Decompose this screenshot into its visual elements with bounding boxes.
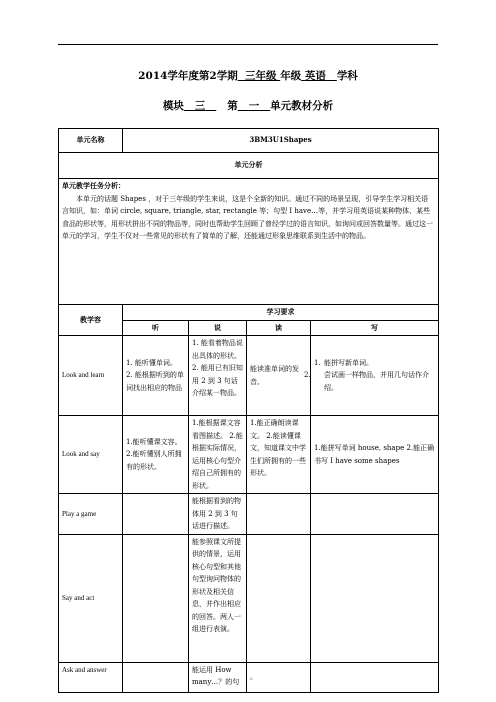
requirements-label: 学习要求 <box>123 305 439 321</box>
row-name: Look and say <box>59 416 123 494</box>
row-listen <box>123 662 189 692</box>
col-write: 写 <box>311 320 439 336</box>
subject-suffix: 学科 <box>336 70 358 82</box>
col-read: 读 <box>247 320 311 336</box>
row-speak: 1.能根据课文容看图描述。 2.能根据实际情况，运用核心句型介绍自己所拥有的形状。 <box>189 416 247 494</box>
module-value: 三 <box>194 100 206 112</box>
row-speak: 1. 能看着物品说出具体的形状。 2. 能用已有旧知用 2 到 3 句话介绍某一物品。 <box>189 336 247 416</box>
row-read <box>247 534 311 662</box>
unit-name-label: 单元名称 <box>59 129 123 153</box>
row-name: Look and learn <box>59 336 123 416</box>
module-label: 模块 <box>162 100 184 112</box>
unit-prefix: 第 <box>227 100 238 112</box>
year-suffix: 学年度第 <box>167 70 210 82</box>
unit-analysis-row <box>59 153 439 179</box>
table-row <box>59 416 439 494</box>
requirements-header-row <box>59 305 439 321</box>
task-analysis-cell <box>59 179 439 305</box>
row-read <box>247 494 311 535</box>
document-title <box>0 68 496 83</box>
unit-name-row <box>59 129 439 153</box>
header-rule <box>58 44 438 45</box>
row-listen: 1. 能听懂单词。 2. 能根据听到的单词找出相应的物品 <box>123 336 189 416</box>
content-label: 教学容 <box>59 305 123 336</box>
unit-suffix: 单元教材分析 <box>270 100 334 112</box>
semester-number: 2 <box>209 70 217 82</box>
task-analysis-row <box>59 179 439 305</box>
row-read: 能读准单词的发音。 <box>247 336 311 416</box>
row-name: Play a game <box>59 494 123 535</box>
row-write <box>311 662 439 692</box>
year: 2014 <box>138 70 168 82</box>
table-row <box>59 662 439 692</box>
col-speak: 说 <box>189 320 247 336</box>
module-title <box>0 98 496 113</box>
unit-name-value: 3BM3U1Shapes <box>123 129 439 153</box>
row-speak: 能根据看到的物体用 2 到 3 句话进行描述。 <box>189 494 247 535</box>
row-read: 1.能正确朗读课文。 2.能读懂课文，知道课文中学生们所拥有的一些形状。 <box>247 416 311 494</box>
task-analysis-text: 本单元的话题 Shapes ，对于三年级的学生来说，这是个全新的知识。通过不同的场景呈现，引导学生学习相关语言知识，如：单词 circle, square, triangle, star, rectangle 等；句型 I have…等，并学习用英语说某种物体、某些食品的形状等，用形状拼出不同的物品等，同时也帮助学生回顾了曾经学过的语言知识，如询问或回答数量等。通过这一单元的学习，学生不仅对一些常见的形状有了简单的了解，还能通过形象思维联系到生活中的物品。 <box>62 194 433 240</box>
row-name: Ask and answer <box>59 662 123 692</box>
unit-value: 一 <box>248 100 260 112</box>
row-write <box>311 494 439 535</box>
row-read: 。 <box>247 662 311 692</box>
table-row <box>59 494 439 535</box>
table-row <box>59 534 439 662</box>
row-write: 1.能拼写单词 house, shape 2.能正确书写 I have some shapes <box>311 416 439 494</box>
write-item-2: 2. 尝试画一样物品，并用几句话作介绍。 <box>304 371 429 392</box>
unit-analysis-heading: 单元分析 <box>59 153 439 179</box>
semester-suffix: 学期 <box>216 70 238 82</box>
col-listen: 听 <box>123 320 189 336</box>
write-item-1: 1. 能拼写新单词。 <box>314 358 373 367</box>
table-row <box>59 336 439 416</box>
analysis-table <box>58 128 439 693</box>
row-name: Say and act <box>59 534 123 662</box>
grade-value: 三年级 <box>245 70 277 82</box>
row-speak: 能参照课文所提供的情景，运用核心句型和其他句型询问物体的形状及相关信息，并作出相应的回答。两人一组进行表演。 <box>189 534 247 662</box>
row-write <box>311 534 439 662</box>
grade-suffix: 年级 <box>280 70 302 82</box>
subject-value: 英语 <box>304 70 326 82</box>
row-speak: 能运用 How many…？的句 <box>189 662 247 692</box>
task-analysis-label: 单元教学任务分析： <box>62 181 125 190</box>
row-listen <box>123 494 189 535</box>
row-listen <box>123 534 189 662</box>
row-listen: 1.能听懂课文容。 2.能听懂别人所拥有的形状。 <box>123 416 189 494</box>
row-write <box>304 336 439 416</box>
